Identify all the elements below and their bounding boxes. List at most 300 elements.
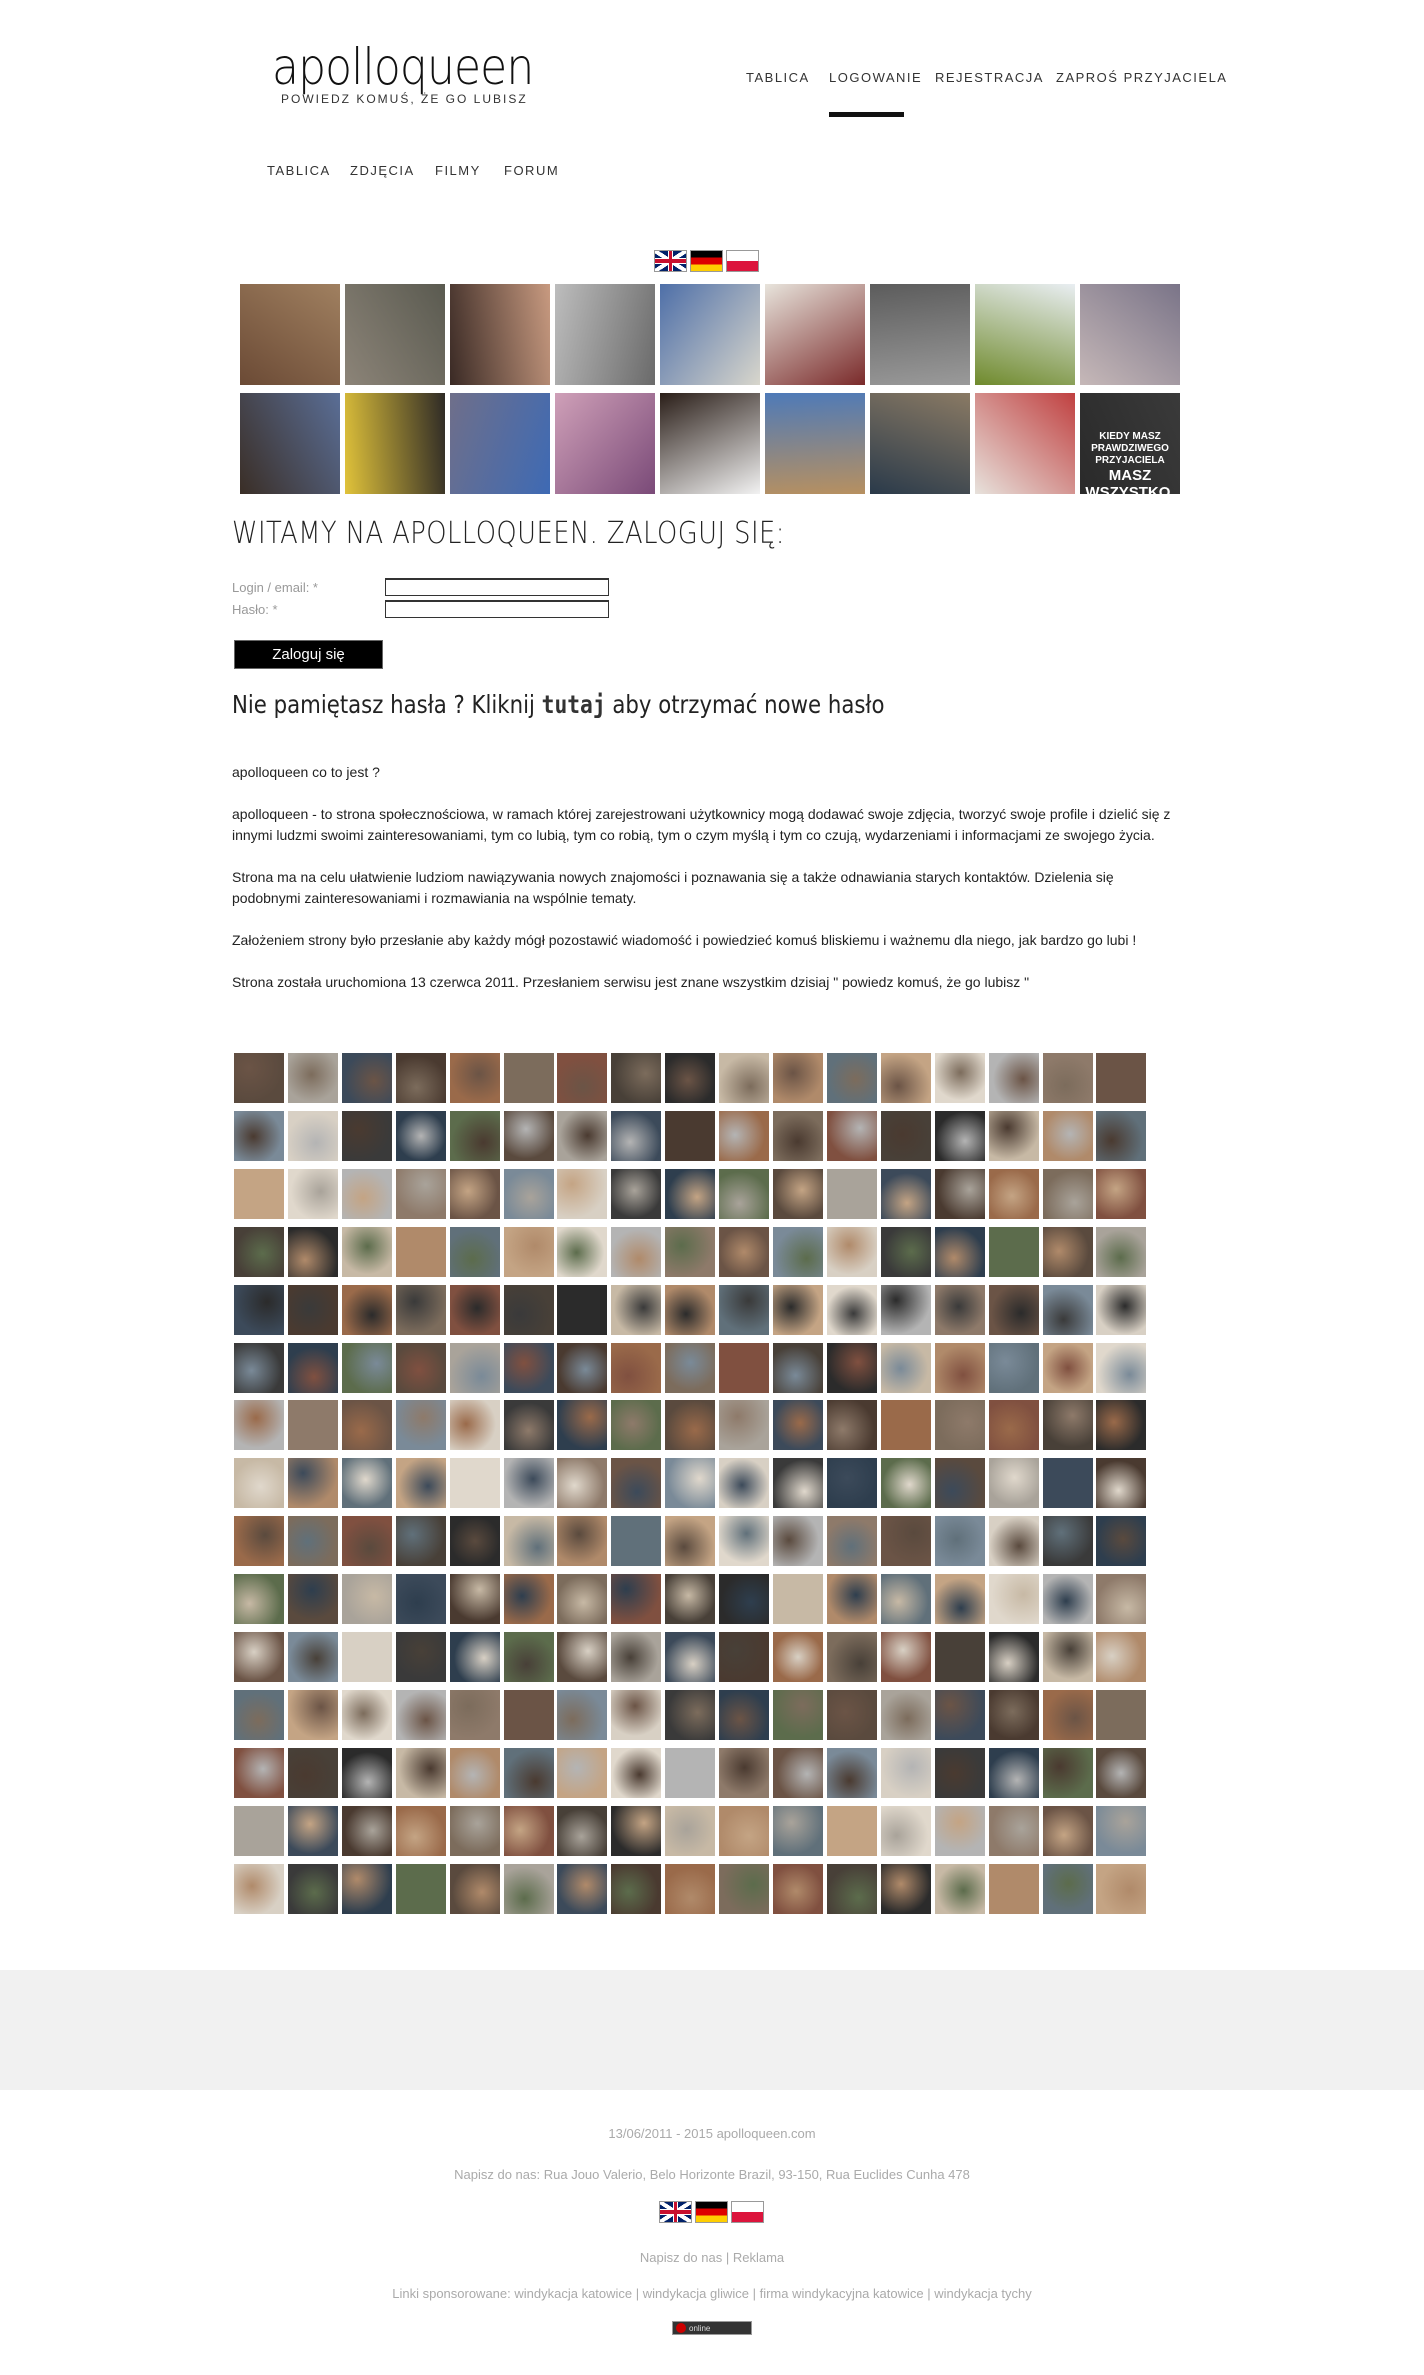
member-avatar[interactable] [827,1285,877,1335]
online-counter[interactable] [672,2321,752,2335]
featured-photo[interactable] [450,393,550,494]
member-avatar[interactable] [665,1053,715,1103]
member-avatar[interactable] [719,1458,769,1508]
featured-photo[interactable] [1080,284,1180,385]
member-avatar[interactable] [288,1748,338,1798]
member-avatar[interactable] [342,1690,392,1740]
member-avatar[interactable] [1043,1690,1093,1740]
member-avatar[interactable] [611,1227,661,1277]
member-avatar[interactable] [396,1806,446,1856]
member-avatar[interactable] [665,1400,715,1450]
member-avatar[interactable] [989,1574,1039,1624]
member-avatar[interactable] [827,1806,877,1856]
member-avatar[interactable] [1043,1053,1093,1103]
member-avatar[interactable] [557,1227,607,1277]
member-avatar[interactable] [234,1632,284,1682]
member-avatar[interactable] [935,1285,985,1335]
member-avatar[interactable] [935,1343,985,1393]
member-avatar[interactable] [773,1111,823,1161]
member-avatar[interactable] [1096,1690,1146,1740]
member-avatar[interactable] [989,1632,1039,1682]
member-avatar[interactable] [665,1864,715,1914]
ads-link[interactable]: Reklama [732,2250,785,2265]
member-avatar[interactable] [773,1458,823,1508]
member-avatar[interactable] [504,1806,554,1856]
member-avatar[interactable] [773,1690,823,1740]
member-avatar[interactable] [827,1227,877,1277]
member-avatar[interactable] [935,1690,985,1740]
member-avatar[interactable] [450,1169,500,1219]
member-avatar[interactable] [450,1053,500,1103]
featured-photo[interactable] [765,284,865,385]
member-avatar[interactable] [989,1864,1039,1914]
member-avatar[interactable] [396,1285,446,1335]
member-avatar[interactable] [935,1400,985,1450]
member-avatar[interactable] [881,1690,931,1740]
member-avatar[interactable] [396,1400,446,1450]
member-avatar[interactable] [450,1400,500,1450]
member-avatar[interactable] [396,1748,446,1798]
member-avatar[interactable] [665,1574,715,1624]
member-avatar[interactable] [935,1053,985,1103]
member-avatar[interactable] [234,1574,284,1624]
member-avatar[interactable] [935,1806,985,1856]
member-avatar[interactable] [234,1111,284,1161]
member-avatar[interactable] [342,1400,392,1450]
member-avatar[interactable] [611,1343,661,1393]
member-avatar[interactable] [342,1169,392,1219]
member-avatar[interactable] [881,1285,931,1335]
member-avatar[interactable] [611,1400,661,1450]
member-avatar[interactable] [557,1111,607,1161]
member-avatar[interactable] [288,1806,338,1856]
flag-poland-icon[interactable] [726,250,759,272]
member-avatar[interactable] [504,1748,554,1798]
subnav-zdjecia[interactable]: ZDJĘCIA [350,163,415,178]
member-avatar[interactable] [450,1458,500,1508]
featured-photo[interactable] [240,284,340,385]
member-avatar[interactable] [665,1169,715,1219]
forgot-password-link[interactable]: tutaj [541,690,606,719]
member-avatar[interactable] [611,1632,661,1682]
member-avatar[interactable] [450,1806,500,1856]
featured-photo[interactable] [660,284,760,385]
member-avatar[interactable] [719,1632,769,1682]
member-avatar[interactable] [342,1343,392,1393]
member-avatar[interactable] [935,1516,985,1566]
featured-photo[interactable] [240,393,340,494]
member-avatar[interactable] [342,1574,392,1624]
member-avatar[interactable] [665,1806,715,1856]
member-avatar[interactable] [396,1053,446,1103]
member-avatar[interactable] [1043,1632,1093,1682]
member-avatar[interactable] [342,1864,392,1914]
featured-photo[interactable] [870,284,970,385]
member-avatar[interactable] [611,1516,661,1566]
member-avatar[interactable] [611,1806,661,1856]
member-avatar[interactable] [1043,1458,1093,1508]
member-avatar[interactable] [288,1285,338,1335]
member-avatar[interactable] [611,1690,661,1740]
member-avatar[interactable] [665,1690,715,1740]
member-avatar[interactable] [557,1690,607,1740]
member-avatar[interactable] [342,1748,392,1798]
member-avatar[interactable] [827,1169,877,1219]
member-avatar[interactable] [1043,1227,1093,1277]
member-avatar[interactable] [234,1285,284,1335]
member-avatar[interactable] [773,1806,823,1856]
member-avatar[interactable] [396,1690,446,1740]
member-avatar[interactable] [557,1285,607,1335]
member-avatar[interactable] [342,1458,392,1508]
member-avatar[interactable] [504,1400,554,1450]
member-avatar[interactable] [827,1516,877,1566]
member-avatar[interactable] [450,1574,500,1624]
member-avatar[interactable] [504,1169,554,1219]
member-avatar[interactable] [827,1864,877,1914]
member-avatar[interactable] [881,1806,931,1856]
featured-photo[interactable] [555,393,655,494]
member-avatar[interactable] [396,1516,446,1566]
member-avatar[interactable] [1043,1400,1093,1450]
featured-photo[interactable] [345,393,445,494]
member-avatar[interactable] [1096,1285,1146,1335]
member-avatar[interactable] [450,1748,500,1798]
member-avatar[interactable] [234,1053,284,1103]
member-avatar[interactable] [665,1458,715,1508]
member-avatar[interactable] [288,1690,338,1740]
member-avatar[interactable] [665,1632,715,1682]
member-avatar[interactable] [1096,1632,1146,1682]
member-avatar[interactable] [611,1574,661,1624]
member-avatar[interactable] [396,1343,446,1393]
member-avatar[interactable] [504,1053,554,1103]
member-avatar[interactable] [288,1458,338,1508]
member-avatar[interactable] [773,1053,823,1103]
member-avatar[interactable] [881,1458,931,1508]
member-avatar[interactable] [827,1574,877,1624]
flag-germany-icon[interactable] [695,2201,728,2223]
member-avatar[interactable] [881,1400,931,1450]
member-avatar[interactable] [665,1285,715,1335]
member-avatar[interactable] [396,1458,446,1508]
subnav-filmy[interactable]: FILMY [435,163,481,178]
featured-photo[interactable] [975,284,1075,385]
member-avatar[interactable] [450,1632,500,1682]
member-avatar[interactable] [719,1748,769,1798]
member-avatar[interactable] [989,1343,1039,1393]
member-avatar[interactable] [827,1400,877,1450]
member-avatar[interactable] [881,1748,931,1798]
member-avatar[interactable] [935,1111,985,1161]
featured-photo[interactable] [765,393,865,494]
member-avatar[interactable] [1096,1864,1146,1914]
member-avatar[interactable] [881,1516,931,1566]
member-avatar[interactable] [989,1458,1039,1508]
member-avatar[interactable] [288,1400,338,1450]
member-avatar[interactable] [288,1169,338,1219]
member-avatar[interactable] [611,1748,661,1798]
member-avatar[interactable] [1043,1285,1093,1335]
member-avatar[interactable] [773,1516,823,1566]
member-avatar[interactable] [396,1632,446,1682]
member-avatar[interactable] [396,1169,446,1219]
password-input[interactable] [385,600,609,618]
member-avatar[interactable] [1096,1343,1146,1393]
member-avatar[interactable] [234,1690,284,1740]
member-avatar[interactable] [1096,1748,1146,1798]
featured-photo[interactable] [975,393,1075,494]
member-avatar[interactable] [288,1111,338,1161]
member-avatar[interactable] [557,1806,607,1856]
login-input[interactable] [385,578,609,596]
member-avatar[interactable] [827,1632,877,1682]
member-avatar[interactable] [989,1285,1039,1335]
member-avatar[interactable] [504,1458,554,1508]
member-avatar[interactable] [1096,1458,1146,1508]
nav-logowanie[interactable]: LOGOWANIE [829,70,923,85]
member-avatar[interactable] [557,1169,607,1219]
member-avatar[interactable] [935,1227,985,1277]
featured-photo[interactable] [555,284,655,385]
member-avatar[interactable] [719,1400,769,1450]
featured-photo[interactable] [1080,393,1180,501]
member-avatar[interactable] [989,1169,1039,1219]
member-avatar[interactable] [504,1574,554,1624]
sponsored-link[interactable]: windykacja tychy [934,2286,1032,2301]
member-avatar[interactable] [1096,1053,1146,1103]
subnav-forum[interactable]: FORUM [504,163,560,178]
nav-rejestracja[interactable]: REJESTRACJA [935,70,1044,85]
member-avatar[interactable] [396,1864,446,1914]
member-avatar[interactable] [773,1864,823,1914]
member-avatar[interactable] [234,1864,284,1914]
member-avatar[interactable] [450,1111,500,1161]
flag-germany-icon[interactable] [690,250,723,272]
member-avatar[interactable] [342,1227,392,1277]
sponsored-link[interactable]: windykacja katowice [514,2286,633,2301]
member-avatar[interactable] [450,1690,500,1740]
member-avatar[interactable] [719,1690,769,1740]
member-avatar[interactable] [234,1516,284,1566]
member-avatar[interactable] [773,1748,823,1798]
member-avatar[interactable] [396,1574,446,1624]
member-avatar[interactable] [665,1343,715,1393]
member-avatar[interactable] [557,1574,607,1624]
login-label: Login / email: * [232,580,318,595]
member-avatar[interactable] [611,1458,661,1508]
member-avatar[interactable] [881,1111,931,1161]
member-avatar[interactable] [665,1516,715,1566]
member-avatar[interactable] [396,1111,446,1161]
member-avatar[interactable] [611,1864,661,1914]
member-avatar[interactable] [504,1343,554,1393]
member-avatar[interactable] [450,1343,500,1393]
member-avatar[interactable] [342,1053,392,1103]
member-avatar[interactable] [665,1748,715,1798]
nav-tablica[interactable]: TABLICA [746,70,810,85]
member-avatar[interactable] [1043,1748,1093,1798]
member-avatar[interactable] [989,1806,1039,1856]
member-avatar[interactable] [1096,1169,1146,1219]
featured-photo[interactable] [660,393,760,494]
member-avatar[interactable] [1043,1343,1093,1393]
subnav-tablica[interactable]: TABLICA [267,163,331,178]
member-avatar[interactable] [665,1227,715,1277]
member-avatar[interactable] [827,1748,877,1798]
member-avatar[interactable] [504,1285,554,1335]
member-avatar[interactable] [827,1690,877,1740]
member-avatar[interactable] [611,1169,661,1219]
member-avatar[interactable] [557,1748,607,1798]
member-avatar[interactable] [1043,1806,1093,1856]
member-avatar[interactable] [989,1227,1039,1277]
featured-photo[interactable] [345,284,445,385]
member-avatar[interactable] [234,1169,284,1219]
member-avatar[interactable] [719,1053,769,1103]
member-avatar[interactable] [827,1343,877,1393]
member-avatar[interactable] [342,1111,392,1161]
member-avatar[interactable] [234,1343,284,1393]
member-avatar[interactable] [773,1400,823,1450]
member-avatar[interactable] [288,1343,338,1393]
member-avatar[interactable] [1043,1111,1093,1161]
member-avatar[interactable] [450,1516,500,1566]
member-avatar[interactable] [719,1111,769,1161]
member-avatar[interactable] [827,1458,877,1508]
flag-uk-icon[interactable] [659,2201,692,2223]
member-avatar[interactable] [557,1343,607,1393]
member-avatar[interactable] [557,1516,607,1566]
member-avatar[interactable] [773,1285,823,1335]
member-avatar[interactable] [881,1343,931,1393]
member-avatar[interactable] [1096,1227,1146,1277]
member-avatar[interactable] [1096,1574,1146,1624]
flag-poland-icon[interactable] [731,2201,764,2223]
member-avatar[interactable] [504,1690,554,1740]
featured-photo[interactable] [450,284,550,385]
member-avatar[interactable] [773,1227,823,1277]
member-avatar[interactable] [288,1516,338,1566]
member-avatar[interactable] [989,1053,1039,1103]
sponsored-link[interactable]: windykacja gliwice [642,2286,749,2301]
member-avatar[interactable] [504,1864,554,1914]
member-avatar[interactable] [557,1400,607,1450]
member-avatar[interactable] [504,1632,554,1682]
member-avatar[interactable] [881,1574,931,1624]
site-logo[interactable]: apolloqueen [272,38,534,96]
member-avatar[interactable] [288,1053,338,1103]
member-avatar[interactable] [288,1632,338,1682]
member-avatar[interactable] [773,1343,823,1393]
member-avatar[interactable] [773,1632,823,1682]
member-avatar[interactable] [1043,1574,1093,1624]
member-avatar[interactable] [827,1053,877,1103]
member-avatar[interactable] [504,1516,554,1566]
member-avatar[interactable] [342,1516,392,1566]
member-avatar[interactable] [989,1516,1039,1566]
member-avatar[interactable] [881,1632,931,1682]
member-avatar[interactable] [504,1111,554,1161]
member-avatar[interactable] [1096,1806,1146,1856]
member-avatar[interactable] [234,1748,284,1798]
member-avatar[interactable] [557,1053,607,1103]
member-avatar[interactable] [450,1285,500,1335]
member-avatar[interactable] [935,1864,985,1914]
member-avatar[interactable] [1043,1169,1093,1219]
member-avatar[interactable] [288,1864,338,1914]
member-avatar[interactable] [1096,1111,1146,1161]
member-avatar[interactable] [989,1400,1039,1450]
member-avatar[interactable] [935,1748,985,1798]
member-avatar[interactable] [557,1458,607,1508]
nav-zapros-przyjaciela[interactable]: ZAPROŚ PRZYJACIELA [1056,70,1228,85]
member-avatar[interactable] [611,1285,661,1335]
member-avatar[interactable] [611,1053,661,1103]
member-avatar[interactable] [234,1400,284,1450]
member-avatar[interactable] [611,1111,661,1161]
member-avatar[interactable] [1043,1516,1093,1566]
member-avatar[interactable] [1043,1864,1093,1914]
member-avatar[interactable] [234,1806,284,1856]
member-avatar[interactable] [935,1574,985,1624]
member-avatar[interactable] [719,1516,769,1566]
member-avatar[interactable] [827,1111,877,1161]
member-avatar[interactable] [557,1632,607,1682]
member-avatar[interactable] [989,1111,1039,1161]
member-avatar[interactable] [881,1227,931,1277]
member-avatar[interactable] [935,1458,985,1508]
sponsored-link[interactable]: firma windykacyjna katowice [759,2286,924,2301]
member-avatar[interactable] [450,1864,500,1914]
flag-uk-icon[interactable] [654,250,687,272]
member-avatar[interactable] [665,1111,715,1161]
member-avatar[interactable] [881,1864,931,1914]
member-avatar[interactable] [1096,1400,1146,1450]
member-avatar[interactable] [450,1227,500,1277]
member-avatar[interactable] [773,1574,823,1624]
member-avatar[interactable] [234,1227,284,1277]
member-avatar[interactable] [342,1285,392,1335]
featured-photo[interactable] [870,393,970,494]
member-avatar[interactable] [719,1227,769,1277]
member-avatar[interactable] [719,1806,769,1856]
member-avatar[interactable] [881,1169,931,1219]
member-avatar[interactable] [288,1227,338,1277]
member-avatar[interactable] [935,1632,985,1682]
member-avatar[interactable] [989,1690,1039,1740]
member-avatar[interactable] [719,1169,769,1219]
member-avatar[interactable] [504,1227,554,1277]
member-avatar[interactable] [881,1053,931,1103]
member-avatar[interactable] [342,1632,392,1682]
login-button[interactable]: Zaloguj się [234,640,383,669]
member-avatar[interactable] [719,1285,769,1335]
member-avatar[interactable] [342,1806,392,1856]
member-avatar[interactable] [719,1343,769,1393]
member-avatar[interactable] [1096,1516,1146,1566]
member-avatar[interactable] [396,1227,446,1277]
member-avatar[interactable] [719,1574,769,1624]
member-avatar[interactable] [288,1574,338,1624]
member-avatar[interactable] [719,1864,769,1914]
contact-link[interactable]: Napisz do nas [639,2250,723,2265]
member-avatar[interactable] [989,1748,1039,1798]
member-avatar[interactable] [557,1864,607,1914]
member-avatar[interactable] [234,1458,284,1508]
member-avatar[interactable] [773,1169,823,1219]
member-avatar[interactable] [935,1169,985,1219]
